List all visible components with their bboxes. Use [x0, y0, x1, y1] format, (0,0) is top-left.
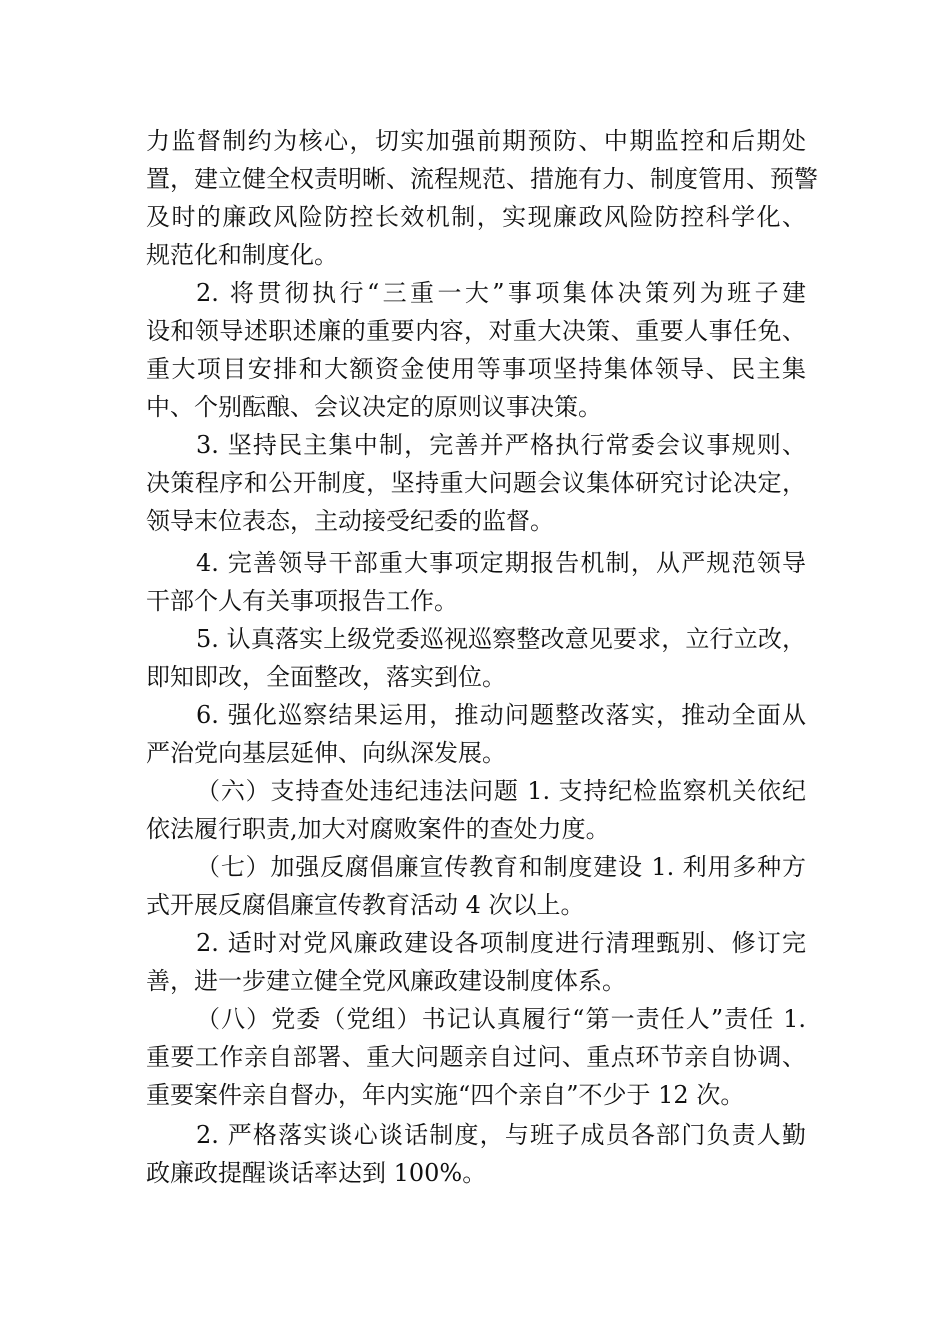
body-text-line: 及时的廉政风险防控长效机制，实现廉政风险防控科学化、 [146, 203, 806, 231]
body-text-line: 领导末位表态，主动接受纪委的监督。 [146, 507, 554, 535]
body-text-line: 即知即改，全面整改，落实到位。 [146, 663, 506, 691]
body-text-line: 决策程序和公开制度，坚持重大问题会议集体研究讨论决定， [146, 469, 806, 497]
section-8-heading-line: （八）党委（党组）书记认真履行“第一责任人”责任 1. [196, 1005, 806, 1033]
item-5-first-line: 5. 认真落实上级党委巡视巡察整改意见要求，立行立改， [196, 625, 806, 653]
body-text-line: 中、个别酝酿、会议决定的原则议事决策。 [146, 393, 602, 421]
body-text-line: 依法履行职责,加大对腐败案件的查处力度。 [146, 815, 610, 843]
body-text-line: 严治党向基层延伸、向纵深发展。 [146, 739, 506, 767]
item-7-2-first-line: 2. 适时对党风廉政建设各项制度进行清理甄别、修订完 [196, 929, 806, 957]
section-7-heading-line: （七）加强反腐倡廉宣传教育和制度建设 1. 利用多种方 [196, 853, 806, 881]
item-6-first-line: 6. 强化巡察结果运用，推动问题整改落实，推动全面从 [196, 701, 806, 729]
body-text-line: 置，建立健全权责明晰、流程规范、措施有力、制度管用、预警 [146, 165, 818, 193]
body-text-line: 重要工作亲自部署、重大问题亲自过问、重点环节亲自协调、 [146, 1043, 806, 1071]
item-2-first-line: 2. 将贯彻执行“三重一大”事项集体决策列为班子建 [196, 279, 806, 307]
item-8-2-first-line: 2. 严格落实谈心谈话制度，与班子成员各部门负责人勤 [196, 1121, 806, 1149]
body-text-line: 重大项目安排和大额资金使用等事项坚持集体领导、民主集 [146, 355, 806, 383]
item-4-first-line: 4. 完善领导干部重大事项定期报告机制，从严规范领导 [196, 549, 806, 577]
body-text-line: 式开展反腐倡廉宣传教育活动 4 次以上。 [146, 891, 585, 919]
body-text-line: 干部个人有关事项报告工作。 [146, 587, 458, 615]
body-text-line: 政廉政提醒谈话率达到 100%。 [146, 1159, 487, 1187]
body-text-line: 设和领导述职述廉的重要内容，对重大决策、重要人事任免、 [146, 317, 806, 345]
section-6-heading-line: （六）支持查处违纪违法问题 1. 支持纪检监察机关依纪 [196, 777, 806, 805]
body-text-line: 规范化和制度化。 [146, 241, 338, 269]
body-text-line: 善，进一步建立健全党风廉政建设制度体系。 [146, 967, 626, 995]
body-text-line: 重要案件亲自督办，年内实施“四个亲自”不少于 12 次。 [146, 1081, 745, 1109]
item-3-first-line: 3. 坚持民主集中制，完善并严格执行常委会议事规则、 [196, 431, 806, 459]
body-text-line: 力监督制约为核心，切实加强前期预防、中期监控和后期处 [146, 127, 806, 155]
